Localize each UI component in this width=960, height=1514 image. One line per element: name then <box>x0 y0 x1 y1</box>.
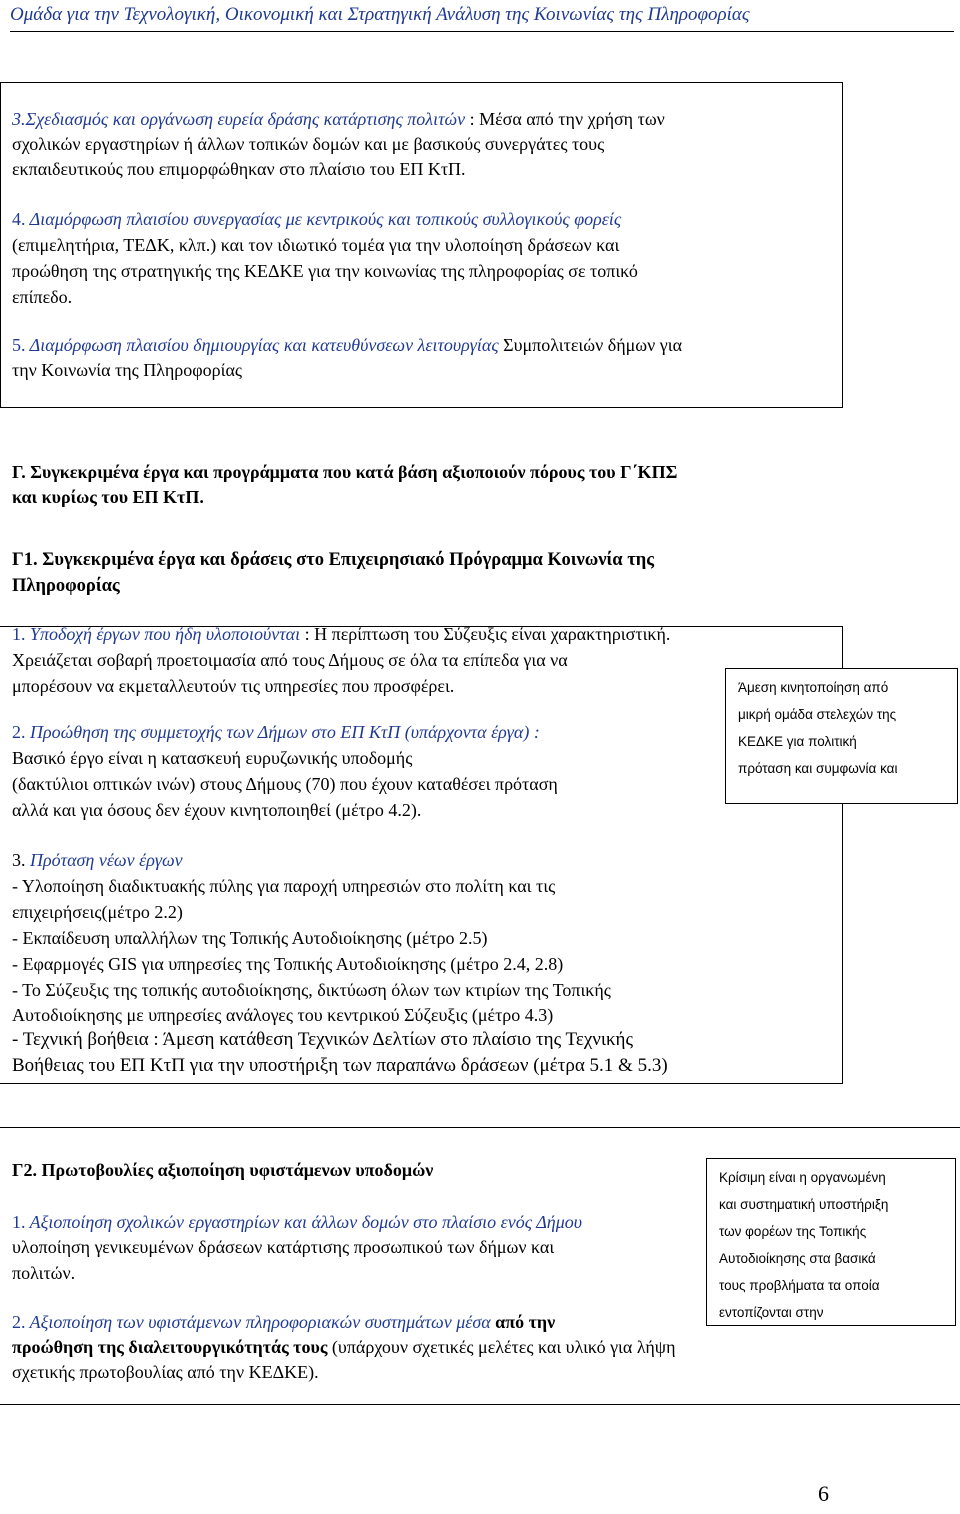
item-3-title: 3.Σχεδιασμός και οργάνωση ευρεία δράσης κατάρτισης πολιτών <box>12 109 466 129</box>
item-5-text: Συμπολιτειών δήμων για <box>498 335 682 355</box>
g2-item-2-number: 2. <box>12 1312 26 1332</box>
side-note-2-line-5: τους προβλήματα τα οποία <box>719 1278 880 1293</box>
g1-item-2-line-3: (δακτύλιοι οπτικών ινών) στους Δήμους (70) που έχουν καταθέσει πρόταση <box>12 774 558 794</box>
item-5-number: 5. <box>12 335 26 355</box>
item-4-line-4: επίπεδο. <box>12 287 73 307</box>
g1-item-1-line-2: Χρειάζεται σοβαρή προετοιμασία από τους Δήμους σε όλα τα επίπεδα για να <box>12 650 568 670</box>
new-project-line-6: Αυτοδιοίκησης με υπηρεσίες ανάλογες του κεντρικού Σύζευξις (μέτρο 4.3) <box>12 1005 554 1025</box>
section-g-heading-line-1: Γ. Συγκεκριμένα έργα και προγράμματα που κατά βάση αξιοποιούν πόρους του Γ΄ΚΠΣ <box>12 462 678 482</box>
page-header-title: Ομάδα για την Τεχνολογική, Οικονομική και Στρατηγική Ανάλυση της Κοινωνίας της Πληροφορίας <box>10 4 750 25</box>
g2-item-1-line-2: υλοποίηση γενικευμένων δράσεων κατάρτισης προσωπικού των δήμων και <box>12 1237 555 1257</box>
item-4-line-3: προώθηση της στρατηγικής της ΚΕΔΚΕ για την κοινωνίας της πληροφορίας σε τοπικό <box>12 261 638 281</box>
g2-item-2-bold-2: προώθηση της διαλειτουργικότητάς τους <box>12 1337 328 1357</box>
g1-item-1-line-3: μπορέσουν να εκμεταλλευτούν τις υπηρεσίες που προσφέρει. <box>12 676 455 696</box>
side-note-mobilization <box>725 668 958 804</box>
item-4-title: Διαμόρφωση πλαισίου συνεργασίας με κεντρικούς και τοπικούς συλλογικούς φορείς <box>25 209 622 229</box>
g1-item-2-number: 2. <box>12 722 26 742</box>
side-note-1-line-4: πρόταση και συμφωνία και <box>738 761 898 776</box>
new-project-line-4: - Εφαρμογές GIS για υπηρεσίες της Τοπικής Αυτοδιοίκησης (μέτρο 2.4, 2.8) <box>12 954 564 974</box>
side-note-2-line-1: Κρίσιμη είναι η οργανωμένη <box>719 1170 886 1185</box>
g2-item-2-title: Αξιοποίηση των υφιστάμενων πληροφοριακών συστημάτων μέσα <box>25 1312 491 1332</box>
section-g-heading-line-2: και κυρίως του ΕΠ ΚτΠ. <box>12 487 204 507</box>
g1-item-3-title: Πρόταση νέων έργων <box>25 850 183 870</box>
g2-item-2-line-3: σχετικής πρωτοβουλίας από την ΚΕΔΚΕ). <box>12 1362 319 1382</box>
side-note-2-line-6: εντοπίζονται στην <box>719 1305 824 1320</box>
header-rule <box>10 31 954 32</box>
g1-item-1-title: Υποδοχή έργων που ήδη υλοποιούνται <box>25 624 301 644</box>
g1-item-2-title: Προώθηση της συμμετοχής των Δήμων στο ΕΠ ΚτΠ (υπάρχοντα έργα) : <box>25 722 540 742</box>
g1-heading-line-2: Πληροφορίας <box>12 576 120 596</box>
new-project-line-8: Βοήθειας του ΕΠ ΚτΠ για την υποστήριξη των παραπάνω δράσεων (μέτρα 5.1 & 5.3) <box>12 1055 668 1076</box>
item-3-line-2: σχολικών εργαστηρίων ή άλλων τοπικών δομών και με βασικούς συνεργάτες τους <box>12 134 605 154</box>
g2-item-2-text: (υπάρχουν σχετικές μελέτες και υλικό για λήψη <box>327 1337 676 1357</box>
side-note-support <box>706 1158 956 1326</box>
side-note-2-line-2: και συστηματική υποστήριξη <box>719 1197 889 1212</box>
item-3-line-3: εκπαιδευτικούς που επιμορφώθηκαν στο πλαίσιο του ΕΠ ΚτΠ. <box>12 159 466 179</box>
page-number: 6 <box>818 1481 829 1506</box>
item-5-title: Διαμόρφωση πλαισίου δημιουργίας και κατευθύνσεων λειτουργίας <box>25 335 499 355</box>
g1-item-1-line-1 <box>12 622 670 647</box>
side-note-2-line-4: Αυτοδιοίκησης στα βασικά <box>719 1251 876 1266</box>
item-5-line-2: την Κοινωνία της Πληροφορίας <box>12 360 243 380</box>
g1-item-3-number: 3. <box>12 850 26 870</box>
new-project-line-7: - Τεχνική βοήθεια : Άμεση κατάθεση Τεχνικών Δελτίων στο πλαίσιο της Τεχνικής <box>12 1029 633 1050</box>
item-4-line-1 <box>12 207 621 232</box>
side-note-1-line-1: Άμεση κινητοποίηση από <box>738 680 889 695</box>
item-4-line-2: (επιμελητήρια, ΤΕΔΚ, κλπ.) και τον ιδιωτικό τομέα για την υλοποίηση δράσεων και <box>12 235 620 255</box>
g2-item-2-line-2 <box>12 1335 676 1360</box>
item-3-text: : Μέσα από την χρήση των <box>465 109 665 129</box>
side-note-1-line-3: ΚΕΔΚΕ για πολιτική <box>738 734 857 749</box>
new-project-line-2: επιχειρήσεις(μέτρο 2.2) <box>12 902 183 922</box>
new-project-line-1: - Υλοποίηση διαδικτυακής πύλης για παροχή υπηρεσιών στο πολίτη και τις <box>12 876 556 896</box>
item-5-line-1 <box>12 333 682 358</box>
g1-item-1-text: : Η περίπτωση του Σύζευξις είναι χαρακτηριστική. <box>300 624 671 644</box>
g2-heading: Γ2. Πρωτοβουλίες αξιοποίηση υφιστάμενων υποδομών <box>12 1160 434 1180</box>
g1-item-3-line-1 <box>12 848 183 873</box>
side-note-1-line-2: μικρή ομάδα στελεχών της <box>738 707 897 722</box>
g2-item-1-line-3: πολιτών. <box>12 1263 76 1283</box>
side-note-2-line-3: των φορέων της Τοπικής <box>719 1224 867 1239</box>
g2-item-1-number: 1. <box>12 1212 26 1232</box>
g2-item-2-line-1 <box>12 1310 555 1335</box>
g1-item-2-line-2: Βασικό έργο είναι η κατασκευή ευρυζωνικής υποδομής <box>12 748 413 768</box>
g2-item-2-bold: από την <box>490 1312 556 1332</box>
g1-item-2-line-4: αλλά και για όσους δεν έχουν κινητοποιηθεί (μέτρο 4.2). <box>12 800 422 820</box>
item-4-number: 4. <box>12 209 26 229</box>
g1-item-2-line-1 <box>12 720 540 745</box>
g1-item-1-number: 1. <box>12 624 26 644</box>
item-3-line-1 <box>12 107 665 132</box>
g2-item-1-title: Αξιοποίηση σχολικών εργαστηρίων και άλλων δομών στο πλαίσιο ενός Δήμου <box>25 1212 582 1232</box>
g2-item-1-line-1 <box>12 1210 582 1235</box>
new-project-line-3: - Εκπαίδευση υπαλλήλων της Τοπικής Αυτοδιοίκησης (μέτρο 2.5) <box>12 928 488 948</box>
g1-heading-line-1: Γ1. Συγκεκριμένα έργα και δράσεις στο Επιχειρησιακό Πρόγραμμα Κοινωνία της <box>12 550 655 570</box>
new-project-line-5: - Το Σύζευξις της τοπικής αυτοδιοίκησης, δικτύωση όλων των κτιρίων της Τοπικής <box>12 980 611 1000</box>
